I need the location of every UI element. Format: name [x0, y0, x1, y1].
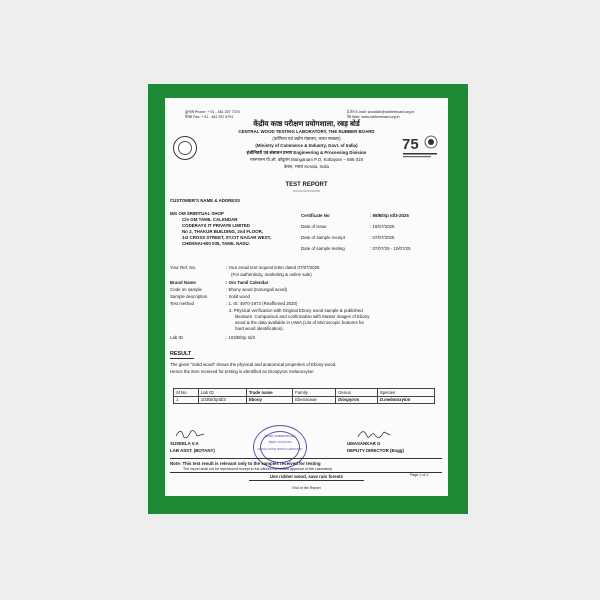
website: वेब Web: www.rubberboard.org.in [347, 115, 400, 119]
footer-note-sub: The report shall not be reproduced except in full without the written approval of the Laboratory [183, 467, 333, 471]
end-of-report: End of the Report [292, 486, 321, 490]
lab-title-english: CENTRAL WOOD TESTING LABORATORY, THE RUBBER BOARD [238, 129, 375, 134]
brand-value: : Om Tamil Calendar [226, 280, 269, 285]
result-line-1: The given "Solid wood" shows the physical and anatomical properties of Ebony wood. [170, 362, 337, 367]
footer-note: Note: This test result is relevant only to the samples received for testing [170, 461, 321, 466]
code-value: : Ebony wood (Karungali wood) [226, 287, 288, 292]
test-method-label: Test method [170, 301, 194, 306]
deputy-director-title: DEPUTY DIRECTOR (Engg) [347, 448, 404, 453]
cert-label: Date of sample receipt [301, 235, 345, 240]
result-heading: RESULT [170, 351, 192, 357]
table-header-cell: Species [377, 389, 434, 397]
cert-value: : 07/07/2025 [370, 235, 395, 240]
cert-label: Date of issue [301, 224, 327, 229]
customer-line: No 2, THAKUR BUILDING, 2nd FLOOR, [182, 229, 263, 234]
result-line-2: Hence the item received for testing is identified as Diospyros melanoxylon [170, 369, 314, 374]
table-header-row [174, 389, 435, 397]
customer-line: CHENNAI-600 035, TAMIL NADU. [182, 241, 250, 246]
table-header-cell: Trade name [246, 389, 292, 397]
footer-divider [170, 472, 442, 473]
page-number: Page 1 of 1 [410, 473, 429, 477]
code-label: Code on sample [170, 287, 202, 292]
email-address: ई-मेल E-mail: woodlab@rubberboard.org.in [347, 110, 415, 114]
deputy-director-name: UMASANKAR G [347, 441, 381, 446]
lab-assistant-signature [175, 428, 205, 440]
report-title-underline: ============= [292, 189, 321, 193]
lab-title-hindi: केंद्रीय काष्ठ परीक्षण प्रयोगशाला, रबड़ बोर्ड [253, 119, 360, 128]
lab-address-line2: केरल, भारत Kerala, India [284, 164, 329, 169]
customer-line: C/o OM TAMIL CALENDAR [182, 217, 238, 222]
cert-value: : 10/07/2025 [370, 224, 395, 229]
stamp-top-text: रबड़ बोर्ड / RUBBER BOARD [264, 435, 296, 438]
table-cell: 103/B/SpId/3 [198, 396, 246, 404]
test-report-document [165, 98, 448, 496]
your-ref-value: : Your email test request letter dated 07/07/2025 [226, 265, 320, 270]
test-method-2-line: wood & the data available in IAWA (List of Microscopic features for [235, 320, 365, 325]
ministry-hindi: (वाणिज्य एवं उद्योग मंत्रालय, भारत सरकार) [272, 136, 341, 141]
fax-number: फैक्स Fax: + 91 - 481 257 6791 [185, 115, 234, 119]
lab-assistant-name: SUSEELA V.A [170, 441, 199, 446]
division-name: इंजीनियरी एवं संसाधन प्रभाग Engineering & Processing Division [246, 150, 367, 155]
table-row [174, 396, 435, 404]
table-header-cell: Sl No [174, 389, 199, 397]
description-value: : Solid wood [226, 294, 250, 299]
test-method-2-line: hard wood identification). [235, 326, 284, 331]
customer-line: CODERAYS IT PRIVATE LIMITED [182, 223, 250, 228]
test-method-2-line: 2. Physical verification with Original Ebony wood sample & published [229, 308, 363, 313]
report-title: TEST REPORT [285, 182, 328, 188]
lab-id-value: : 103/B/Sp Id/3 [226, 335, 256, 340]
lab-id-label: Lab ID [170, 335, 183, 340]
cert-value: : 07/07/25 - 10/07/25 [370, 246, 411, 251]
lab-address-line1: मानगानम पी.ओ. कोट्टयम Manganam P.O, Kottayam – 686 018 [250, 157, 363, 162]
svg-text:75: 75 [402, 136, 419, 153]
result-underline [170, 358, 194, 359]
customer-line: 1st CROSS STREET, ST.CIT NAGAR WEST, [182, 235, 272, 240]
footer-slogan: Use rubber wood, save rain forests [269, 474, 344, 479]
customer-heading: CUSTOMER'S NAME & ADDRESS [170, 198, 241, 203]
table-cell: Diospyros [336, 396, 378, 404]
cert-value: : 98/B/Sp Id/3-2025 [370, 213, 409, 218]
test-method-2-line: literature. Comparison and confirmation with Master images of Ebony [235, 314, 370, 319]
table-cell: D.melanoxylon [377, 396, 434, 404]
slogan-underline [249, 480, 364, 481]
stamp-bottom-text: CENTRAL WOOD TESTING LABORATORY [257, 449, 303, 451]
lab-assistant-title: LAB ASST. (BOTANY) [170, 448, 215, 453]
table-header-cell: Family [293, 389, 336, 397]
customer-line: M/s OM SRIRITUAL SHOP [170, 211, 224, 216]
your-ref-label: Your Ref. No. [170, 265, 197, 270]
stamp-middle-text: कोट्टयम / KOTTAYAM [268, 441, 292, 444]
table-cell: Ebony [246, 396, 292, 404]
your-ref-note: (For authenticity, marketing & online sale) [231, 272, 312, 277]
ministry-english: (Ministry of Commerce & Industry, Govt. of India) [255, 143, 358, 148]
cert-label: Date of sample testing [301, 246, 345, 251]
table-header-cell: Genus [336, 389, 378, 397]
test-method-1: : 1. IS: 4970-1973 (Reaffirmed 2020) [226, 301, 298, 306]
cert-label: Certificate No [301, 213, 330, 218]
table-header-cell: Lab ID [198, 389, 246, 397]
footer-divider [170, 458, 442, 459]
table-cell: 1 [174, 396, 199, 404]
table-cell: Ebenaceae [293, 396, 336, 404]
deputy-director-signature [357, 428, 391, 440]
description-label: Sample description [170, 294, 208, 299]
identification-table [173, 388, 435, 404]
phone-number: दूरभाष Phone: + 91 - 481 257 7376 [185, 110, 240, 114]
brand-label: Brand Name [170, 280, 196, 285]
